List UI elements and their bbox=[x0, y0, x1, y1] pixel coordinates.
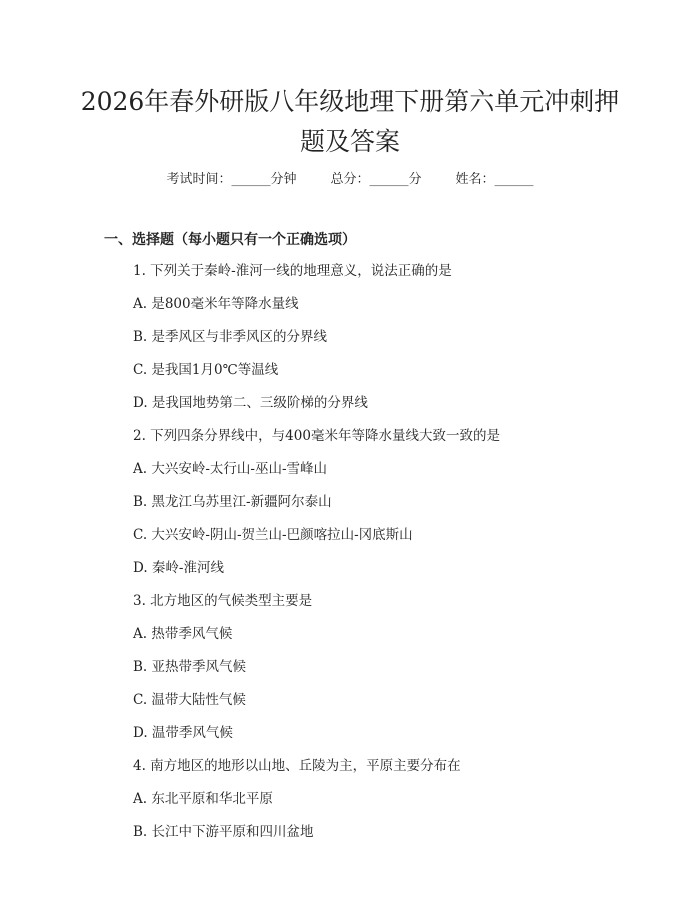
question-stem: 2. 下列四条分界线中，与400毫米年等降水量线大致一致的是 bbox=[133, 428, 500, 444]
student-name-label: 姓名：______ bbox=[455, 172, 534, 187]
exam-meta bbox=[0, 168, 700, 187]
option-a: A. 东北平原和华北平原 bbox=[133, 791, 273, 807]
option-b: B. 是季风区与非季风区的分界线 bbox=[133, 329, 328, 345]
option-a: A. 是800毫米年等降水量线 bbox=[133, 296, 299, 312]
section-title: 一、选择题（每小题只有一个正确选项） bbox=[104, 232, 356, 248]
option-b: B. 长江中下游平原和四川盆地 bbox=[133, 824, 314, 840]
document-title: 2026年春外研版八年级地理下册第六单元冲刺押题及答案 bbox=[80, 87, 620, 156]
question-stem: 1. 下列关于秦岭-淮河一线的地理意义，说法正确的是 bbox=[133, 263, 452, 279]
option-d: D. 秦岭-淮河线 bbox=[133, 560, 224, 576]
option-c: C. 大兴安岭-阴山-贺兰山-巴颜喀拉山-冈底斯山 bbox=[133, 527, 413, 543]
option-a: A. 大兴安岭-太行山-巫山-雪峰山 bbox=[133, 461, 328, 477]
option-b: B. 黑龙江乌苏里江-新疆阿尔泰山 bbox=[133, 494, 332, 510]
option-c: C. 是我国1月0℃等温线 bbox=[133, 362, 279, 378]
option-b: B. 亚热带季风气候 bbox=[133, 659, 247, 675]
option-d: D. 温带季风气候 bbox=[133, 725, 233, 741]
question-stem: 3. 北方地区的气候类型主要是 bbox=[133, 593, 313, 609]
option-d: D. 是我国地势第二、三级阶梯的分界线 bbox=[133, 395, 368, 411]
question-stem: 4. 南方地区的地形以山地、丘陵为主，平原主要分布在 bbox=[133, 758, 461, 774]
total-score-label: 总分：______分 bbox=[330, 172, 422, 187]
option-a: A. 热带季风气候 bbox=[133, 626, 233, 642]
option-c: C. 温带大陆性气候 bbox=[133, 692, 246, 708]
exam-time-label: 考试时间：______分钟 bbox=[166, 172, 297, 187]
